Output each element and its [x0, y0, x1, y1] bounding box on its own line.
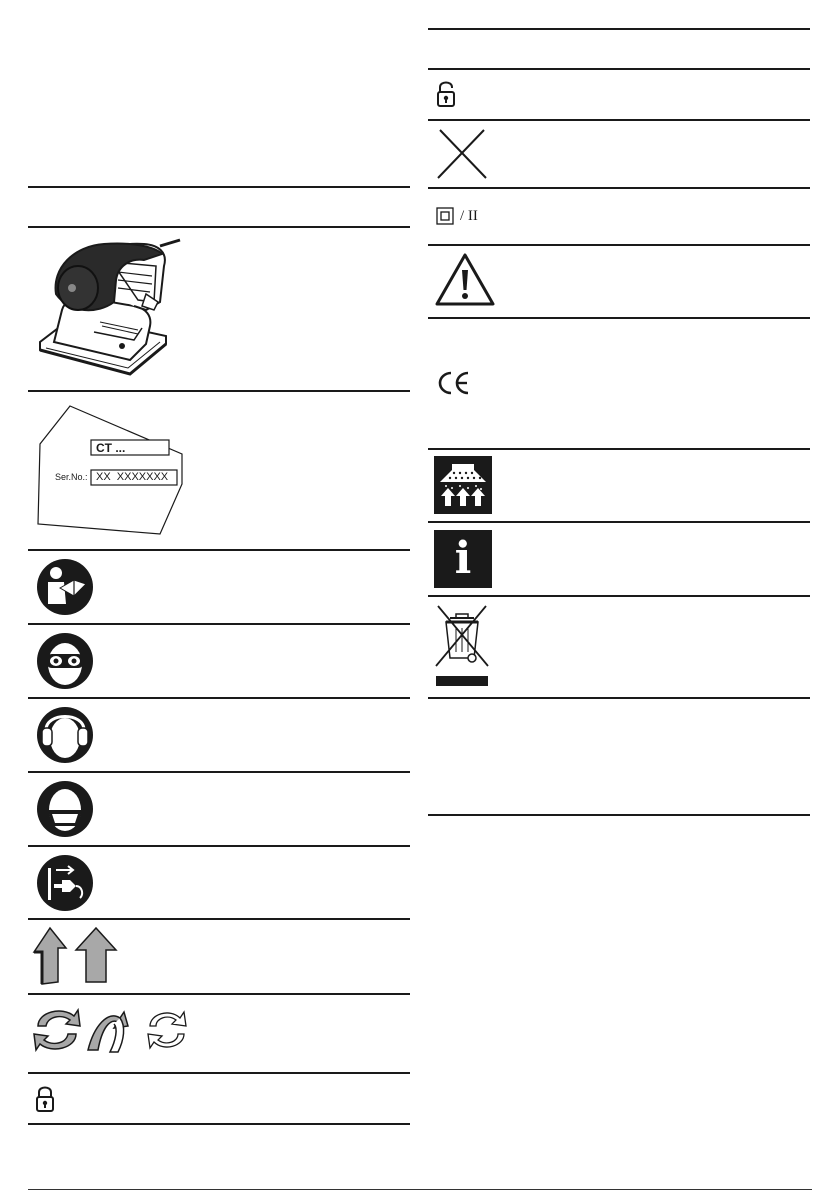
double-insulation-icon	[436, 207, 454, 225]
divider	[28, 845, 410, 847]
info-letter: i	[454, 533, 472, 584]
ear-protection-icon	[36, 706, 94, 764]
info-icon	[434, 530, 492, 588]
weee-bin-icon	[432, 602, 492, 688]
divider	[28, 1123, 410, 1125]
serial-prefix: Ser.No.:	[55, 472, 88, 482]
rotation-arrows-icon	[32, 1004, 188, 1056]
divider	[428, 595, 810, 597]
divider	[428, 187, 810, 189]
divider	[428, 119, 810, 121]
divider	[28, 993, 410, 995]
divider	[428, 244, 810, 246]
divider	[28, 623, 410, 625]
divider	[428, 697, 810, 699]
model-label: CT ...	[96, 441, 126, 455]
serial-value: XX XXXXXXX	[96, 471, 169, 483]
class-ii-icon	[436, 207, 478, 225]
divider	[28, 226, 410, 228]
divider	[28, 186, 410, 188]
divider	[428, 814, 810, 816]
cross-icon	[434, 126, 490, 182]
divider	[28, 390, 410, 392]
divider	[428, 521, 810, 523]
divider	[428, 28, 810, 30]
divider	[28, 918, 410, 920]
unplug-icon	[36, 854, 94, 912]
page-bottom-edge	[28, 1189, 812, 1190]
divider	[428, 68, 810, 70]
warning-triangle-icon	[434, 252, 496, 308]
class-ii-text: / II	[460, 207, 478, 224]
divider	[28, 549, 410, 551]
orbital-sander-icon	[34, 232, 184, 382]
lock-closed-icon	[35, 1084, 55, 1114]
dust-mask-icon	[36, 780, 94, 838]
read-manual-icon	[36, 558, 94, 616]
lock-open-icon	[436, 79, 456, 109]
divider	[28, 771, 410, 773]
direction-arrows-icon	[30, 924, 122, 986]
ce-mark-icon	[436, 370, 470, 396]
divider	[428, 448, 810, 450]
divider	[28, 697, 410, 699]
divider	[428, 317, 810, 319]
rating-plate-icon	[34, 400, 194, 535]
dust-extraction-icon	[434, 456, 492, 514]
divider	[28, 1072, 410, 1074]
safety-goggles-icon	[36, 632, 94, 690]
